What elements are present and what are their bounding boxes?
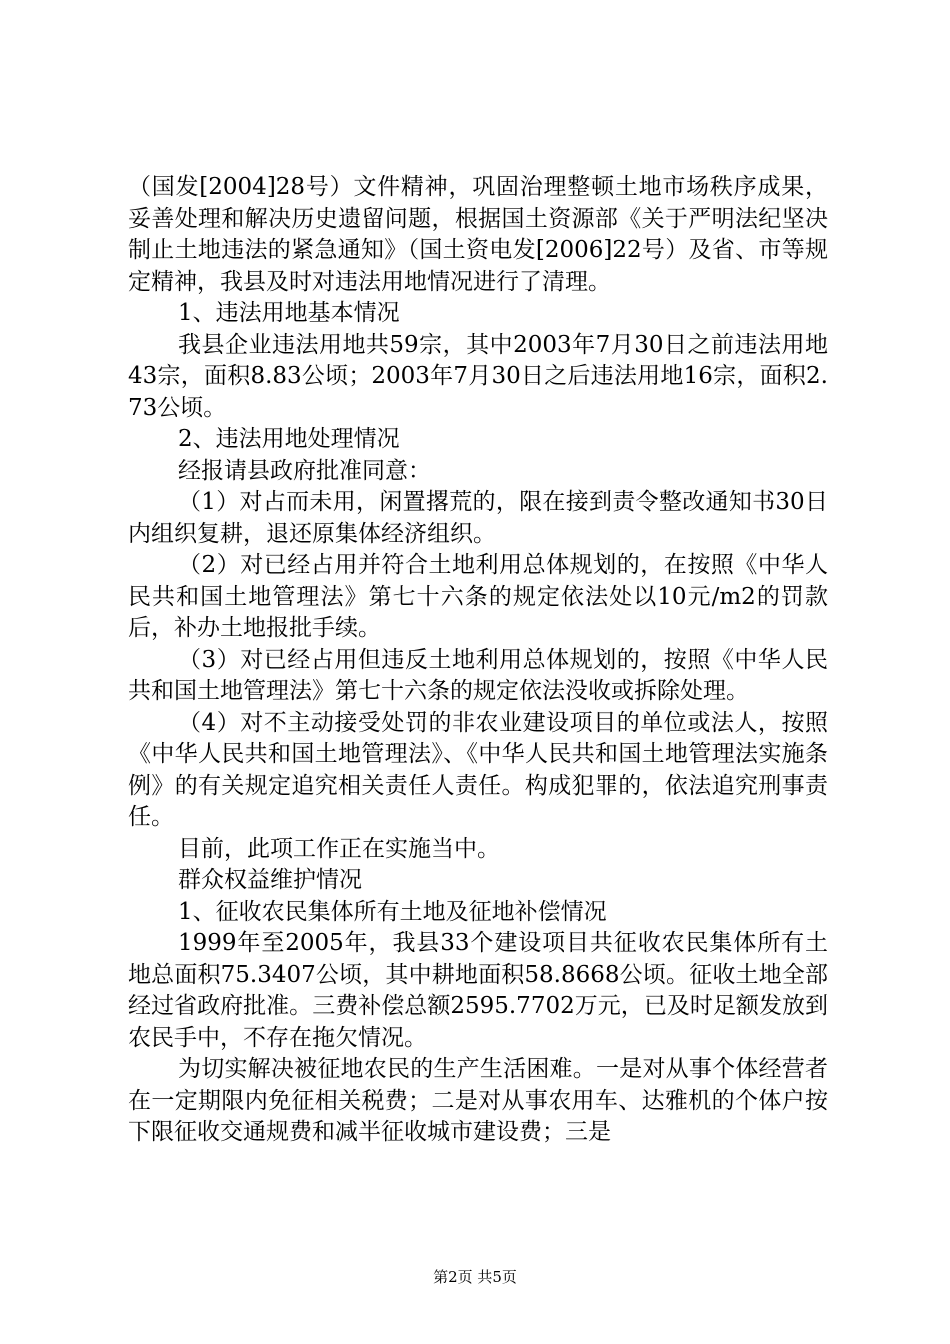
list-item: （2）对已经占用并符合土地利用总体规划的，在按照《中华人民共和国土地管理法》第七十六条的规定依法处以10元/m2的罚款后，补办土地报批手续。 bbox=[128, 552, 828, 641]
section-heading: 2、违法用地处理情况 bbox=[178, 426, 400, 452]
document-body bbox=[128, 172, 828, 1149]
list-item: （4）对不主动接受处罚的非农业建设项目的单位或法人，按照《中华人民共和国土地管理法》、《中华人民共和国土地管理法实施条例》的有关规定追究相关责任人责任。构成犯罪的，依法追究刑事责任。 bbox=[128, 709, 828, 830]
paragraph: 1999年至2005年，我县33个建设项目共征收农民集体所有土地总面积75.3407公顷，其中耕地面积58.8668公顷。征收土地全部经过省政府批准。三费补偿总额2595.7702万元，已及时足额发放到农民手中，不存在拖欠情况。 bbox=[128, 930, 828, 1051]
section-heading: 1、征收农民集体所有土地及征地补偿情况 bbox=[178, 898, 607, 925]
paragraph: 经报请县政府批准同意： bbox=[178, 457, 431, 484]
list-item: （3）对已经占用但违反土地利用总体规划的，按照《中华人民共和国土地管理法》第七十六条的规定依法没收或拆除处理。 bbox=[128, 646, 828, 704]
paragraph: 目前，此项工作正在实施当中。 bbox=[178, 835, 500, 862]
paragraph: 为切实解决被征地农民的生产生活困难。一是对从事个体经营者在一定期限内免征相关税费；二是对从事农用车、达雅机的个体户按下限征收交通规费和减半征收城市建设费；三是 bbox=[128, 1056, 828, 1145]
section-heading: 1、违法用地基本情况 bbox=[178, 300, 400, 326]
paragraph: （国发[2004]28号）文件精神，巩固治理整顿土地市场秩序成果，妥善处理和解决历史遗留问题，根据国土资源部《关于严明法纪坚决制止土地违法的紧急通知》（国土资电发[2006]22号）及省、市等规定精神，我县及时对违法用地情况进行了清理。 bbox=[128, 174, 828, 295]
section-heading: 群众权益维护情况 bbox=[178, 867, 362, 893]
paragraph: 我县企业违法用地共59宗，其中2003年7月30日之前违法用地43宗，面积8.83公顷；2003年7月30日之后违法用地16宗，面积2.73公顷。 bbox=[128, 331, 828, 421]
page-number: 第2页 共5页 bbox=[433, 1268, 517, 1286]
page-footer bbox=[0, 1268, 950, 1286]
list-item: （1）对占而未用，闲置撂荒的，限在接到责令整改通知书30日内组织复耕，退还原集体经济组织。 bbox=[128, 489, 828, 547]
